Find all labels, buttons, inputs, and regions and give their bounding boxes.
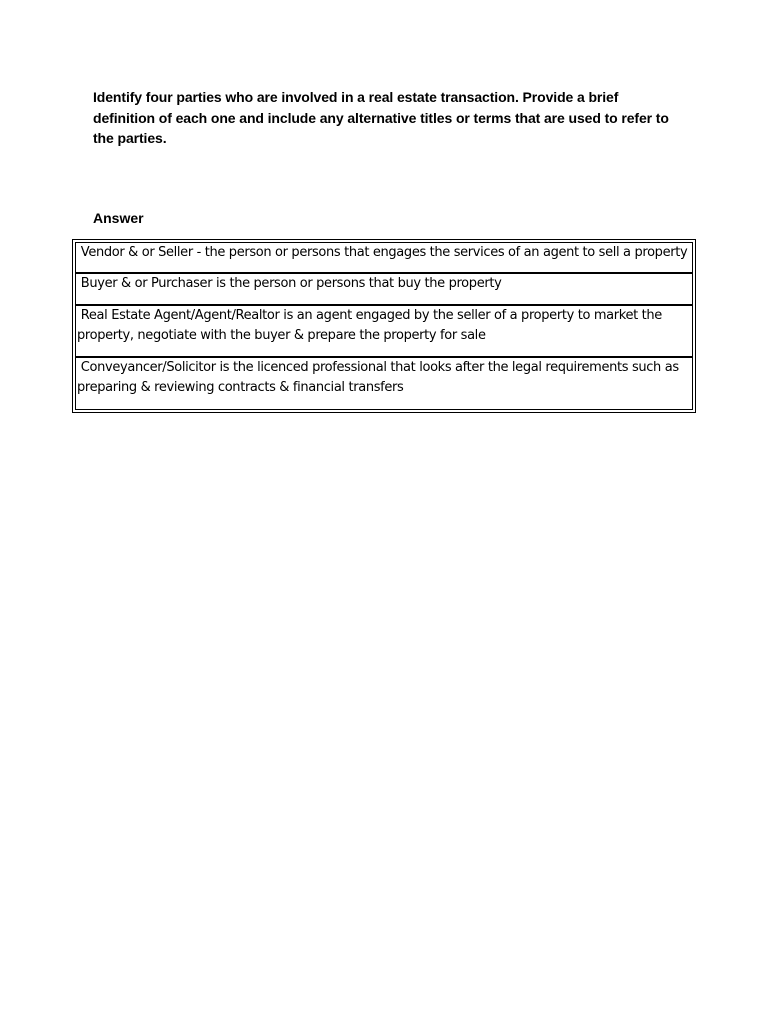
answer-table	[72, 239, 696, 413]
answer-agent: Real Estate Agent/Agent/Realtor is an agent engaged by the seller of a property to market the property, negotiate with the buyer & prepare the property for sale	[77, 308, 666, 343]
answer-buyer: Buyer & or Purchaser is the person or persons that buy the property	[77, 276, 502, 291]
answer-vendor: Vendor & or Seller - the person or persons that engages the services of an agent to sell a property	[77, 245, 688, 260]
answer-conveyancer: Conveyancer/Solicitor is the licenced professional that looks after the legal requirements such as preparing & reviewing contracts & financial transfers	[77, 360, 683, 395]
answer-table-inner	[75, 242, 693, 410]
table-row	[76, 358, 692, 409]
table-row	[76, 306, 692, 358]
answer-heading: Answer	[93, 210, 144, 226]
table-row	[76, 243, 692, 274]
table-row	[76, 274, 692, 306]
question-text: Identify four parties who are involved in a real estate transaction. Provide a brief definition of each one and include any alternative titles or terms that are used to refer to the parties.	[93, 89, 669, 146]
